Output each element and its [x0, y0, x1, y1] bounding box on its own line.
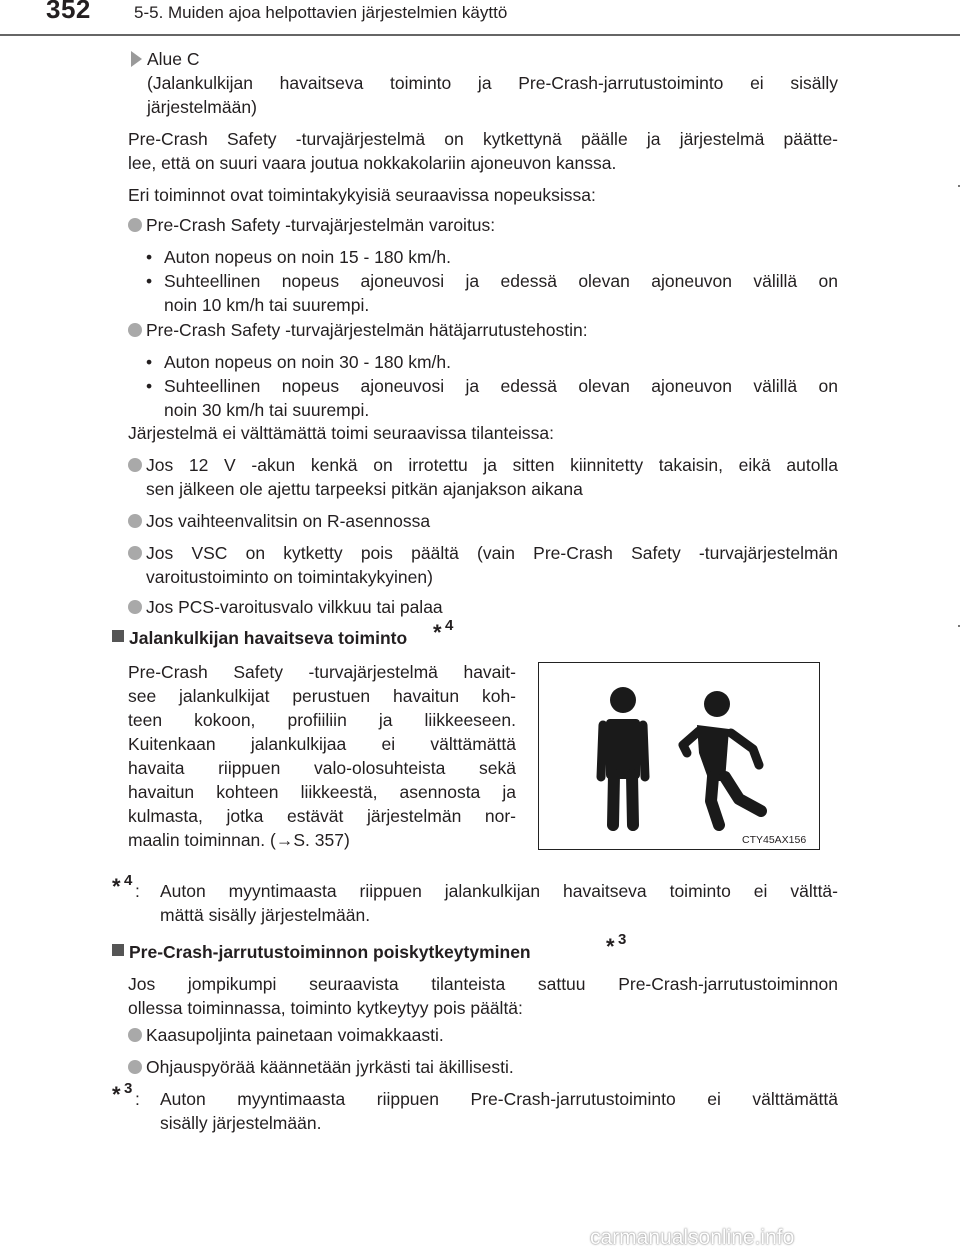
- circle-bullet-icon: [128, 323, 142, 337]
- circle-bullet-icon: [128, 458, 142, 472]
- bullet-dot: •: [146, 352, 153, 372]
- footnote-3-marker: 3: [124, 1080, 133, 1097]
- bullet-dot: •: [146, 271, 153, 291]
- section-title: 5-5. Muiden ajoa helpottavien järjestelmien käyttö: [134, 3, 508, 22]
- pedestrian-text-line7: kulmasta, jotka estävät järjestelmän nor-: [128, 806, 516, 826]
- condition-1-line1: Jos 12 V -akun kenkä on irrotettu ja sitten kiinnitetty takaisin, eikä autolla: [146, 455, 838, 475]
- heading-cancel-superscript: 3: [618, 931, 627, 948]
- circle-bullet-icon: [128, 600, 142, 614]
- bullet-dot: •: [146, 376, 153, 396]
- pedestrian-text-line4: Kuitenkaan jalankulkijaa ei välttämättä: [128, 734, 516, 754]
- walking-person-icon: [683, 691, 761, 825]
- paragraph-1-line2: lee, että on suuri vaara joutua nokkakolariin ajoneuvon kanssa.: [128, 153, 617, 173]
- area-c-desc-line1: (Jalankulkijan havaitseva toiminto ja Pre-Crash-jarrutustoiminto ei sisälly: [147, 73, 838, 93]
- warning-bullet-2-line2: noin 10 km/h tai suurempi.: [164, 295, 370, 315]
- footnote-3-line1: Auton myyntimaasta riippuen Pre-Crash-jarrutustoiminto ei välttämättä: [160, 1089, 838, 1109]
- page-number: 352: [46, 0, 91, 24]
- heading-pedestrian: Jalankulkijan havaitseva toiminto: [129, 628, 408, 648]
- bullet-dot: •: [146, 247, 153, 267]
- watermark: carmanualsonline.info: [590, 1226, 795, 1249]
- paragraph-2: Eri toiminnot ovat toimintakykyisiä seuraavissa nopeuksissa:: [128, 185, 596, 205]
- standing-person-icon: [601, 687, 645, 825]
- circle-bullet-icon: [128, 514, 142, 528]
- condition-3-line2: varoitustoiminto on toimintakykyinen): [146, 567, 433, 587]
- footnote-colon: :: [135, 881, 140, 901]
- figure-label: CTY45AX156: [742, 834, 807, 846]
- circle-bullet-icon: [128, 1028, 142, 1042]
- pedestrian-text-line6: havaitun kohteen liikkeestä, asennosta ja: [128, 782, 516, 802]
- pedestrian-text-line3: teen kokoon, profiiliin ja liikkeeseen.: [128, 710, 516, 730]
- condition-3-line1: Jos VSC on kytketty pois päältä (vain Pre-Crash Safety -turvajärjestelmän: [146, 543, 838, 563]
- area-c-desc-line2: järjestelmään): [147, 97, 257, 117]
- warning-bullet-1: Auton nopeus on noin 15 - 180 km/h.: [164, 247, 452, 267]
- pedestrian-illustration: [539, 663, 819, 849]
- footnote-4-marker: 4: [124, 872, 133, 889]
- pedestrian-text-line5: havaita riippuen valo-olosuhteista sekä: [128, 758, 516, 778]
- paragraph-3: Järjestelmä ei välttämättä toimi seuraavissa tilanteissa:: [128, 423, 555, 443]
- item-brake-assist: Pre-Crash Safety -turvajärjestelmän hätäjarrutustehostin:: [146, 320, 588, 340]
- pedestrian-figure: [538, 662, 820, 850]
- condition-2: Jos vaihteenvalitsin on R-asennossa: [146, 511, 431, 531]
- arrow-right-icon: →: [275, 830, 294, 850]
- assist-bullet-2-line1: Suhteellinen nopeus ajoneuvosi ja edessä olevan ajoneuvon välillä on: [164, 376, 838, 396]
- heading-pedestrian-superscript: 4: [445, 617, 454, 634]
- cancel-text-line2: ollessa toiminnassa, toiminto kytkeytyy pois päältä:: [128, 998, 523, 1018]
- circle-bullet-icon: [128, 218, 142, 232]
- pedestrian-text-line8-main: maalin toiminnan. (: [128, 830, 276, 850]
- assist-bullet-1: Auton nopeus on noin 30 - 180 km/h.: [164, 352, 452, 372]
- footnote-star: *: [112, 874, 121, 899]
- pedestrian-text-line2: see jalankulkijat perustuen havaitun koh-: [128, 686, 516, 706]
- footnote-star: *: [433, 620, 442, 645]
- area-c-title: Alue C: [147, 49, 200, 69]
- warning-bullet-2-line1: Suhteellinen nopeus ajoneuvosi ja edessä olevan ajoneuvon välillä on: [164, 271, 838, 291]
- square-bullet-icon: [112, 944, 124, 956]
- heading-cancel: Pre-Crash-jarrutustoiminnon poiskytkeytyminen: [129, 942, 531, 962]
- cancel-condition-2: Ohjauspyörää käännetään jyrkästi tai äkillisesti.: [146, 1057, 514, 1077]
- footnote-colon: :: [135, 1089, 140, 1109]
- page-reference-link[interactable]: S. 357): [293, 830, 350, 850]
- header-rule: [0, 34, 960, 36]
- assist-bullet-2-line2: noin 30 km/h tai suurempi.: [164, 400, 370, 420]
- cancel-condition-1: Kaasupoljinta painetaan voimakkaasti.: [146, 1025, 444, 1045]
- paragraph-1-line1: Pre-Crash Safety -turvajärjestelmä on kytkettynä päälle ja järjestelmä päätte-: [128, 129, 838, 149]
- circle-bullet-icon: [128, 1060, 142, 1074]
- footnote-star: *: [606, 934, 615, 959]
- pedestrian-text-line8: [128, 828, 350, 852]
- square-bullet-icon: [112, 630, 124, 642]
- footnote-4-line2: mättä sisälly järjestelmään.: [160, 905, 371, 925]
- condition-4: Jos PCS-varoitusvalo vilkkuu tai palaa: [146, 597, 443, 617]
- condition-1-line2: sen jälkeen ole ajettu tarpeeksi pitkän ajanjakson aikana: [146, 479, 583, 499]
- cancel-text-line1: Jos jompikumpi seuraavista tilanteista sattuu Pre-Crash-jarrutustoiminnon: [128, 974, 838, 994]
- footnote-star: *: [112, 1082, 121, 1107]
- footnote-3-line2: sisälly järjestelmään.: [160, 1113, 322, 1133]
- page-header: [0, 0, 960, 40]
- item-warning: Pre-Crash Safety -turvajärjestelmän varoitus:: [146, 215, 496, 235]
- triangle-bullet-icon: [131, 51, 142, 67]
- pedestrian-text-line1: Pre-Crash Safety -turvajärjestelmä havait-: [128, 662, 516, 682]
- footnote-4-line1: Auton myyntimaasta riippuen jalankulkijan havaitseva toiminto ei välttä-: [160, 881, 838, 901]
- circle-bullet-icon: [128, 546, 142, 560]
